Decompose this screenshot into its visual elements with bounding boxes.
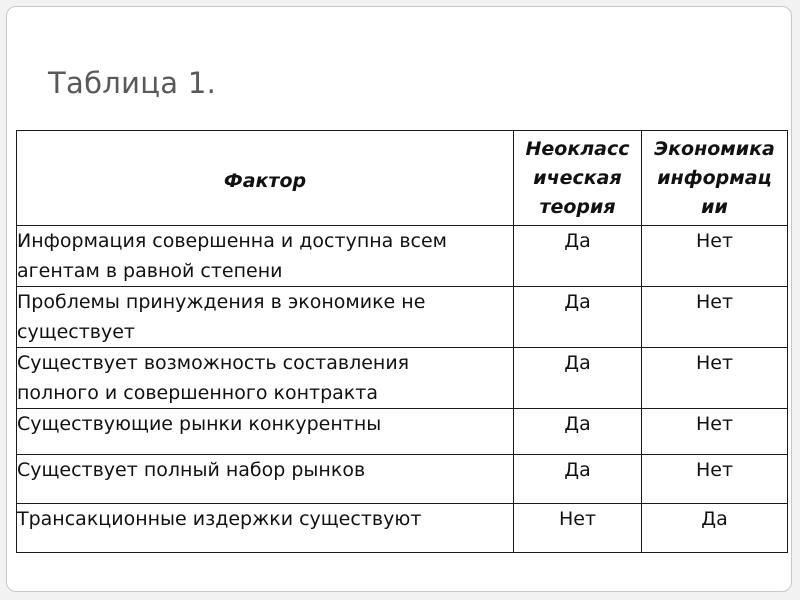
factor-cell: Информация совершенна и доступна всем агентам в равной степени — [17, 226, 514, 287]
comparison-table — [16, 130, 788, 553]
header-factor: Фактор — [17, 131, 514, 226]
header-information-economics: Экономика информац ии — [642, 131, 788, 226]
factor-cell: Трансакционные издержки существуют — [17, 504, 514, 553]
information-cell: Нет — [642, 226, 788, 287]
factor-cell: Существующие рынки конкурентны — [17, 409, 514, 455]
information-cell: Нет — [642, 287, 788, 348]
header-neoclassical: Неокласс ическая теория — [514, 131, 642, 226]
factor-cell: Проблемы принуждения в экономике не существует — [17, 287, 514, 348]
table-row — [17, 348, 788, 409]
information-cell: Нет — [642, 348, 788, 409]
table-row — [17, 409, 788, 455]
factor-cell: Существует полный набор рынков — [17, 455, 514, 504]
table-row — [17, 287, 788, 348]
information-cell: Нет — [642, 455, 788, 504]
slide-title: Таблица 1. — [48, 66, 217, 100]
table-row — [17, 226, 788, 287]
table-row — [17, 504, 788, 553]
neoclassical-cell: Да — [514, 226, 642, 287]
table-row — [17, 455, 788, 504]
neoclassical-cell: Да — [514, 348, 642, 409]
information-cell: Нет — [642, 409, 788, 455]
information-cell: Да — [642, 504, 788, 553]
neoclassical-cell: Нет — [514, 504, 642, 553]
neoclassical-cell: Да — [514, 287, 642, 348]
factor-cell: Существует возможность составления полного и совершенного контракта — [17, 348, 514, 409]
neoclassical-cell: Да — [514, 409, 642, 455]
table-header-row — [17, 131, 788, 226]
neoclassical-cell: Да — [514, 455, 642, 504]
